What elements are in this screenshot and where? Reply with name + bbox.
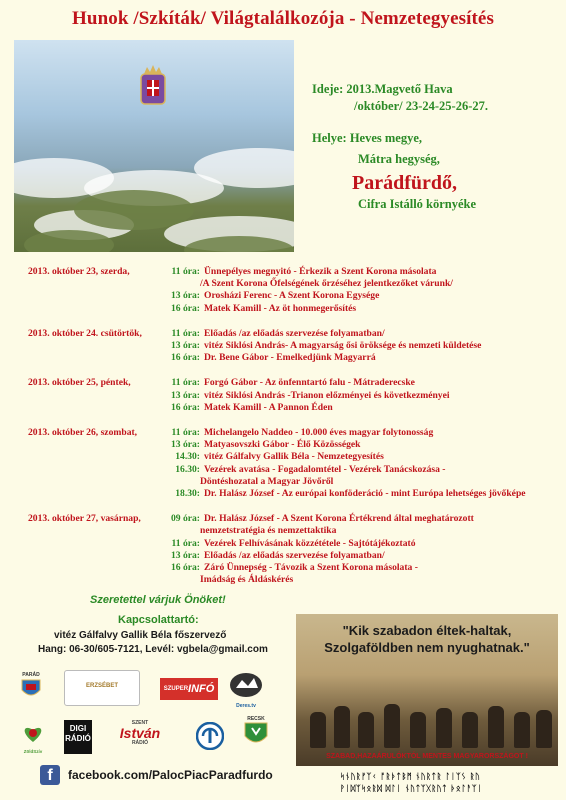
schedule-event: Matyasovszki Gábor - Élő Közösségek — [204, 439, 361, 451]
schedule-time: 13 óra: — [170, 389, 200, 401]
schedule-day-label: 2013. október 26, szombat, — [28, 427, 138, 439]
schedule-time: 13 óra: — [170, 549, 200, 561]
schedule-event: Előadás /az előadás szervezése folyamatban/ — [204, 549, 385, 561]
kereszt-logo — [196, 722, 224, 750]
schedule-time: 13 óra: — [170, 290, 200, 302]
schedule-event: Dr. Halász József - Az európai konföderáció - mint Európa lehetséges jövőképe — [204, 488, 526, 500]
schedule-time: 11 óra: — [171, 327, 200, 339]
schedule-row — [28, 402, 558, 414]
schedule-day-label: 2013. október 24. csütörtök, — [28, 327, 142, 339]
schedule-row — [28, 550, 558, 562]
schedule-day — [28, 513, 558, 586]
schedule-row — [28, 488, 558, 500]
schedule-row — [28, 352, 558, 364]
schedule-event: vitéz Gálfalvy Gallik Béla - Nemzetegyesítés — [204, 451, 384, 463]
schedule-event: vitéz Siklósi András -Trianon előzményei és következményei — [204, 389, 450, 401]
schedule-time: 16 óra: — [170, 562, 200, 574]
schedule-day-label — [28, 439, 150, 451]
schedule-event: Dr. Halász József - A Szent Korona Értékrend által meghatározott — [204, 513, 474, 525]
schedule-day-label: 2013. október 25, péntek, — [28, 377, 131, 389]
poster-title: Hunok /Szkíták/ Világtalálkozója - Nemzetegyesítés — [72, 8, 494, 29]
schedule-time: 16 óra: — [170, 352, 200, 364]
schedule-event: Vezérek avatása - Fogadalomtétel - Vezérek Tanácskozása - — [204, 463, 446, 475]
contact-name: vitéz Gálfalvy Gallik Béla főszervező — [54, 630, 227, 641]
schedule-day — [28, 328, 558, 365]
schedule-event: Michelangelo Naddeo - 10.000 éves magyar folytonosság — [204, 427, 434, 439]
schedule-time: 11 óra: — [171, 427, 200, 439]
schedule-event-continuation: nemzetstratégia és nemzettaktika — [200, 525, 337, 537]
schedule-day — [28, 427, 558, 500]
facebook-url[interactable]: facebook.com/PalocPiacParadfurdo — [68, 768, 273, 782]
schedule-day — [28, 266, 558, 315]
quote-banner — [296, 614, 558, 766]
schedule-event: Orosházi Ferenc - A Szent Korona Egysége — [204, 290, 380, 302]
schedule-row — [28, 538, 558, 550]
schedule-day-label — [28, 562, 150, 574]
schedule-event: Előadás /az előadás szervezése folyamatban/ — [204, 327, 385, 339]
facebook-link[interactable] — [40, 764, 280, 786]
quote-footer: SZABAD,HAZAÁRULÓKTÓL MENTES MAGYARORSZÁGOT ! — [326, 753, 528, 760]
schedule-time: 09 óra: — [170, 513, 200, 525]
schedule-time: 11 óra: — [171, 266, 200, 277]
date-range: /október/ 23-24-25-26-27. — [354, 99, 489, 113]
schedule-event: Matek Kamill - Az öt honmegerősítés — [204, 302, 357, 314]
schedule-day-label — [28, 488, 150, 500]
schedule-event-continuation: Imádság és Áldáskérés — [200, 574, 294, 586]
digi-radio-logo: DIGI RÁDIÓ — [64, 720, 92, 754]
quote-line-2: Szolgaföldben nem nyughatnak." — [324, 640, 530, 655]
schedule-row — [28, 513, 558, 525]
schedule-event: Vezérek Felhívásának közzététele - Sajtótájékoztató — [204, 537, 416, 549]
pannon-logo: ZöldSzív — [18, 722, 48, 752]
rovas-line-1: ᛋᚾᚢᚱᚠᛉᚲ ᚩᚱᚦᛏᛒᛗ ᚾᚢᚱᛏᚱ ᛚᛁᛉᛊ ᚱᚢ — [340, 772, 481, 781]
invite-text: Szeretettel várjuk Önöket! — [90, 594, 226, 606]
contact-heading: Kapcsolattartó: — [118, 614, 199, 626]
location-region: Mátra hegység, — [358, 152, 440, 166]
date-label: Ideje: 2013.Magvető Hava — [312, 82, 453, 96]
rovas-line-2: ᚹᛁᛞᛉᛋᛟᚱᛞ ᛞᛚᛁ ᚾᚢᛏᛉᚷᚱᚢᛏ ᚦᛟᛚᚨᛉᛁ — [340, 784, 483, 793]
szent-istvan-radio-logo: SZENT István RÁDIÓ — [119, 720, 161, 746]
location-venue: Cifra Istálló környéke — [358, 197, 477, 211]
contact-phone-email[interactable]: Hang: 06-30/605-7121, Levél: vgbela@gmail.com — [38, 644, 268, 655]
parad-logo: PARÁD — [20, 672, 42, 700]
schedule-event: vitéz Siklósi András- A magyarság ősi öröksége és nemzeti küldetése — [204, 340, 482, 352]
schedule-time: 14.30: — [175, 451, 200, 463]
schedule-time: 16.30: — [175, 463, 200, 475]
schedule-event: Forgó Gábor - Az önfenntartó falu - Mátraderecske — [204, 377, 415, 389]
schedule-event: Matek Kamill - A Pannon Éden — [204, 401, 333, 413]
schedule-row — [28, 439, 558, 451]
schedule-time: 13 óra: — [170, 340, 200, 352]
schedule-event-continuation: Döntéshozatal a Magyar Jövőről — [200, 475, 334, 487]
schedule-event: Ünnepélyes megnyitó - Érkezik a Szent Korona másolata — [204, 266, 437, 277]
schedule-day-label — [28, 451, 150, 463]
schedule-row — [28, 303, 558, 315]
schedule-time: 18.30: — [175, 488, 200, 500]
schedule-day — [28, 377, 558, 414]
schedule-row — [28, 451, 558, 463]
schedule-row — [28, 562, 558, 574]
schedule-day-label — [28, 352, 150, 364]
schedule-row — [28, 377, 558, 389]
erzsebet-logo: ERZSÉBET — [64, 670, 140, 706]
szuperinfo-logo: SZUPER INFÓ — [160, 678, 218, 700]
quote-line-1: "Kik szabadon éltek-haltak, — [342, 623, 512, 638]
schedule-time: 16 óra: — [170, 302, 200, 314]
schedule-row — [28, 390, 558, 402]
schedule-event: Záró Ünnepség - Távozik a Szent Korona másolata - — [204, 562, 418, 574]
schedule-day-label: 2013. október 23, szerda, — [28, 266, 130, 277]
schedule-day-label — [28, 538, 150, 550]
schedule-day-label — [28, 390, 150, 402]
crown-crest-icon — [138, 64, 168, 108]
schedule-row — [28, 328, 558, 340]
schedule-event-continuation: /A Szent Korona Őfelségének őrzéséhez jelentkezőket várunk/ — [200, 278, 453, 290]
hero-image — [14, 40, 294, 252]
facebook-icon: f — [40, 765, 60, 785]
schedule-day-label — [28, 303, 150, 315]
schedule-day-label — [28, 340, 150, 352]
schedule — [28, 266, 558, 599]
schedule-time: 13 óra: — [170, 439, 200, 451]
schedule-day-label — [28, 402, 150, 414]
schedule-row — [28, 340, 558, 352]
schedule-row — [28, 464, 558, 476]
schedule-day-label — [28, 550, 150, 562]
location-label: Helye: Heves megye, — [312, 131, 423, 145]
schedule-day-label: 2013. október 27, vasárnap, — [28, 513, 141, 525]
schedule-event: Dr. Bene Gábor - Emelkedjünk Magyarrá — [204, 352, 376, 364]
recsk-logo: RECSK — [244, 716, 268, 748]
schedule-row — [28, 266, 558, 278]
schedule-row — [28, 427, 558, 439]
schedule-day-label — [28, 464, 150, 476]
schedule-time: 11 óra: — [171, 377, 200, 389]
location-place: Parádfürdő, — [352, 172, 457, 194]
deres-tv-logo: Deres.tv — [228, 672, 264, 704]
schedule-row — [28, 290, 558, 302]
schedule-time: 16 óra: — [170, 401, 200, 413]
schedule-day-label — [28, 290, 150, 302]
schedule-time: 11 óra: — [171, 537, 200, 549]
